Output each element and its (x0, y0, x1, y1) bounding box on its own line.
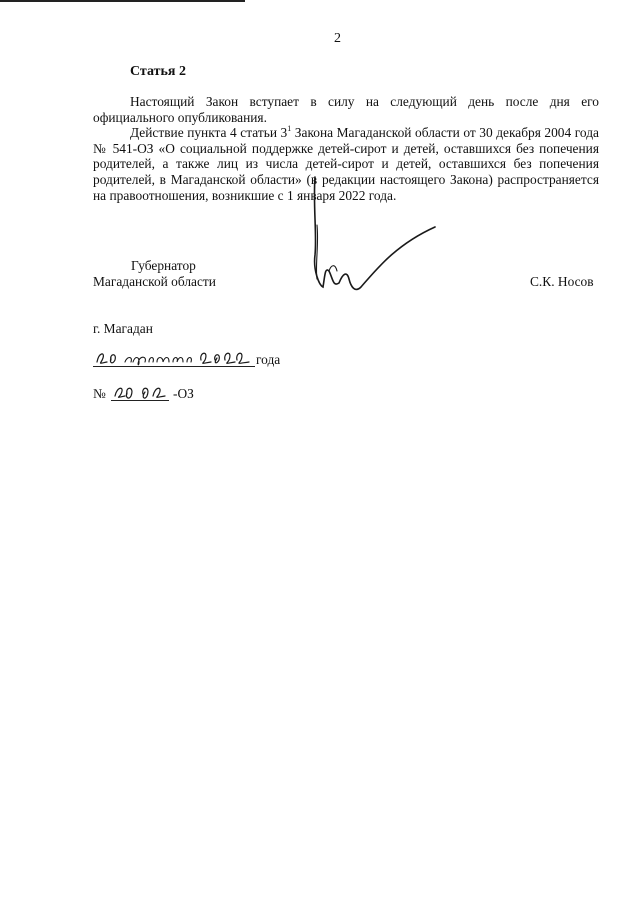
scan-edge-line (0, 0, 245, 2)
paragraph-2-start: Действие пункта 4 статьи 3 (130, 125, 288, 141)
handwritten-law-number (113, 380, 169, 402)
number-underline (111, 400, 169, 401)
governor-signature (295, 175, 445, 315)
date-underline (93, 366, 255, 367)
governor-title-line1: Губернатор (131, 258, 196, 273)
article-title: Статья 2 (130, 64, 186, 79)
date-suffix: года (256, 352, 281, 367)
governor-title-line2: Магаданской области (93, 274, 216, 289)
law-number-line (93, 380, 293, 404)
number-sign: № (93, 386, 106, 401)
superscript-index: 1 (287, 123, 292, 133)
paragraph-2-rest: Закона Магаданской области от 30 декабря 2004 года № 541-ОЗ «О социальной поддержке детей-сирот и детей, оставшихся без попечения родителей, а также лиц из числа детей-сирот и детей, оставшихся без попечения родителей, в Магаданской области» (в редакции настоящего Закона) распространяется на правоотношения, возникшие с 1 января 2022 года. (93, 125, 599, 203)
governor-name: С.К. Носов (530, 274, 594, 289)
city: г. Магадан (93, 321, 153, 336)
number-suffix: -ОЗ (173, 386, 194, 401)
governor-title (93, 258, 216, 290)
page-number: 2 (334, 31, 341, 46)
paragraph-1: Настоящий Закон вступает в силу на следующий день после дня его официального опубликования. (93, 94, 599, 125)
handwritten-date (93, 344, 253, 368)
date-line (93, 344, 293, 368)
